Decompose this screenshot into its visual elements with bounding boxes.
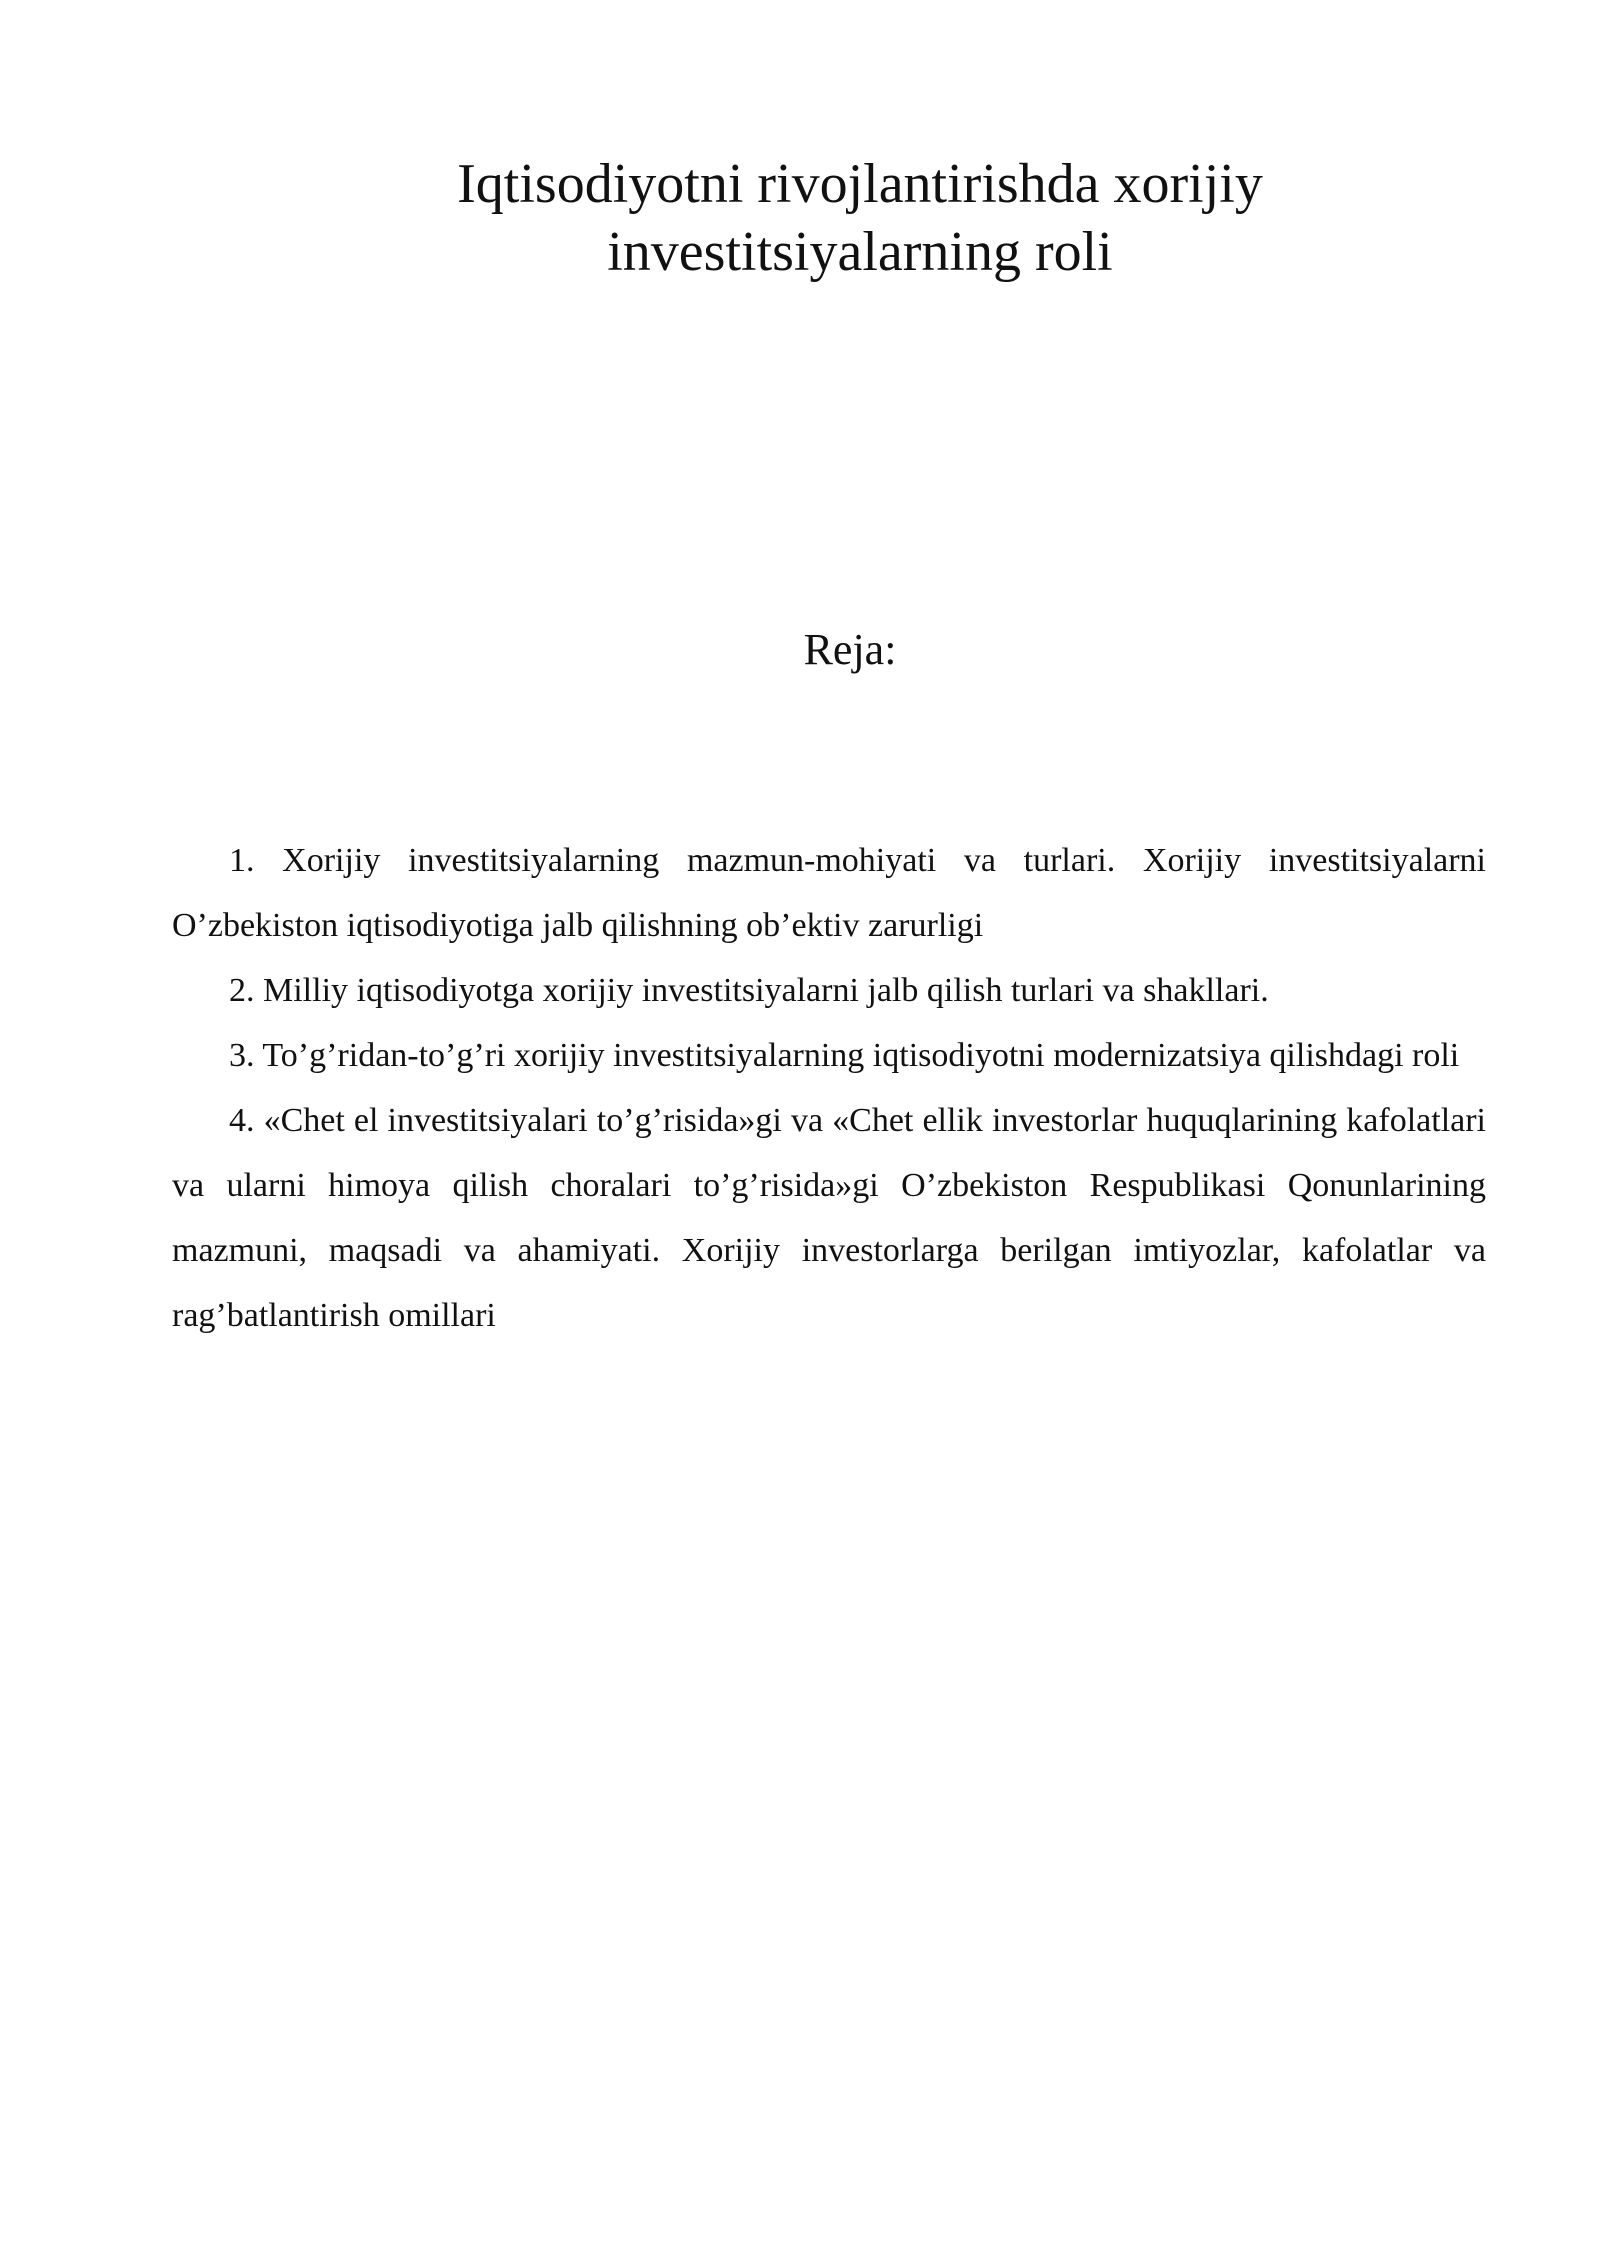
plan-item-3: 3. To’g’ridan-to’g’ri xorijiy investitsiyalarning iqtisodiyotni modernizatsiya qilishdagi roli [229, 1037, 1460, 1074]
plan-list [172, 828, 1486, 1348]
plan-item-2: 2. Milliy iqtisodiyotga xorijiy investitsiyalarni jalb qilish turlari va shakllari. [229, 972, 1269, 1009]
document-title [330, 150, 1390, 286]
document-title-line-1: Iqtisodiyotni rivojlantirishda xorijiy [457, 153, 1263, 215]
document-title-line-2: investitsiyalarning roli [607, 221, 1113, 283]
plan-heading: Reja: [803, 625, 897, 674]
plan-item-4: 4. «Chet el investitsiyalari to’g’risida»gi va «Chet ellik investorlar huquqlarining kafolatlari va ularni himoya qilish choralari to’g’risida»gi O’zbekiston Respublikasi Qonunlarining mazmuni, maqsadi va ahamiyati. Xorijiy investorlarga berilgan imtiyozlar, kafolatlar va rag’batlantirish omillari [172, 1102, 1486, 1334]
plan-item-1: 1. Xorijiy investitsiyalarning mazmun-mohiyati va turlari. Xorijiy investitsiyalarni O’zbekiston iqtisodiyotiga jalb qilishning ob’ektiv zarurligi [172, 842, 1486, 944]
